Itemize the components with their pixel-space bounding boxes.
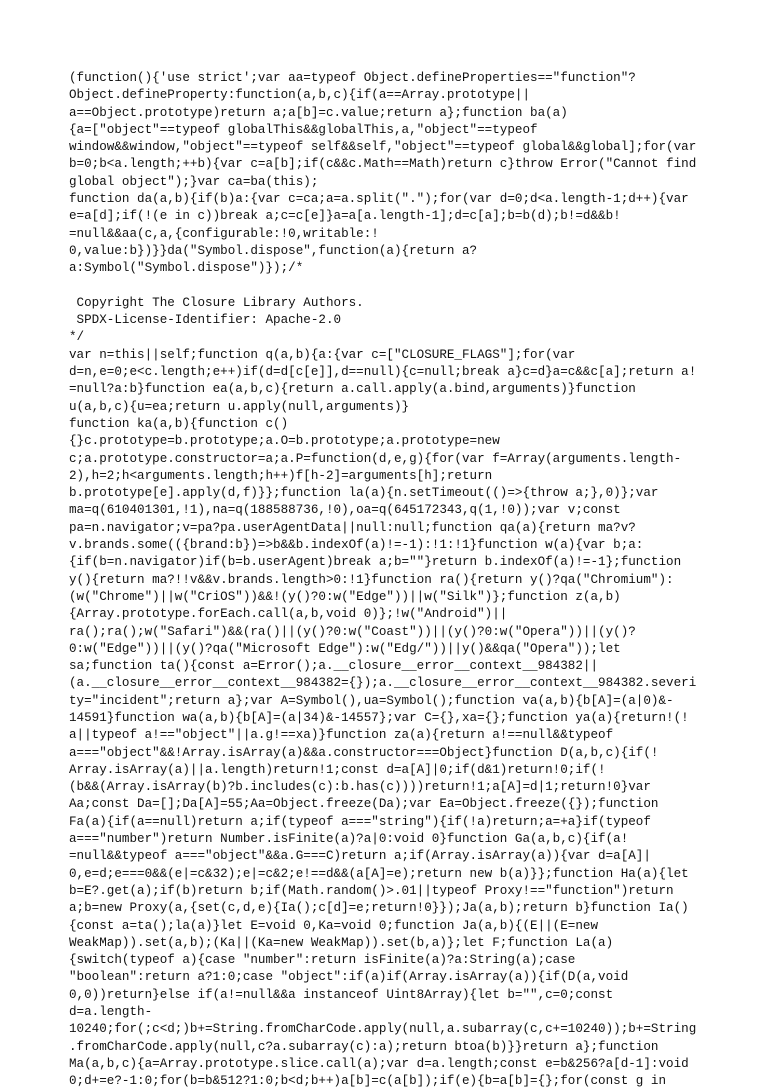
code-line: ma=q(610401301,!1),na=q(188588736,!0),oa=q(645172343,q(1,!0));var v;const [69,503,621,518]
code-line: global object");}var ca=ba(this); [69,174,319,189]
code-line: (function(){'use strict';var aa=typeof Object.defineProperties=="function"? [69,71,636,85]
code-line: a;b=new Proxy(a,{set(c,d,e){Ia();c[d]=e;return!0}});Ja(a,b);return b}function Ia() [69,901,689,916]
code-line: 0,value:b})}}da("Symbol.dispose",function(a){return a? [69,243,478,258]
code-line: function da(a,b){if(b)a:{var c=ca;a=a.split(".");for(var d=0;d<a.length-1;d++){var [69,192,689,207]
code-line: Array.isArray(a)||a.length)return!1;const d=a[A]|0;if(d&1)return!0;if(! [69,762,606,777]
code-line: e=a[d];if(!(e in c))break a;c=c[e]}a=a[a.length-1];d=c[a];b=b(d);b!=d&&b! [69,209,621,224]
code-line: SPDX-License-Identifier: Apache-2.0 [69,313,342,328]
code-line: {}c.prototype=b.prototype;a.O=b.prototype;a.prototype=new [69,434,500,449]
code-line: Aa;const Da=[];Da[A]=55;Aa=Object.freeze(Da);var Ea=Object.freeze({});function [69,797,659,812]
code-line: a==="number")return Number.isFinite(a)?a|0:void 0}function Ga(a,b,c){if(a! [69,832,629,847]
code-line: Object.defineProperty:function(a,b,c){if(a==Array.prototype|| [69,88,531,103]
code-line: {Array.prototype.forEach.call(a,b,void 0)};!w("Android")|| [69,607,508,622]
code-line: d=n,e=0;e<c.length;e++)if(d=d[c[e]],d==null){c=null;break a}c=d}a=c&&c[a];return a! [69,365,697,380]
code-line: 10240;for(;c<d;)b+=String.fromCharCode.apply(null,a.subarray(c,c+=10240));b+=String [69,1022,697,1037]
code-line: var n=this||self;function q(a,b){a:{var c=["CLOSURE_FLAGS"];for(var [69,347,576,362]
code-line: v.brands.some(({brand:b})=>b&&b.indexOf(a)!=-1):!1:!1}function w(a){var b;a: [69,538,644,553]
code-line: b=0;b<a.length;++b){var c=a[b];if(c&&c.Math==Math)return c}throw Error("Cannot find [69,157,697,172]
code-line: u(a,b,c){u=ea;return u.apply(null,arguments)} [69,399,410,414]
code-line: "boolean":return a?1:0;case "object":if(a)if(Array.isArray(a)){if(D(a,void [69,970,629,985]
code-line: d=a.length- [69,1005,153,1020]
code-line: {const a=ta();la(a)}let E=void 0,Ka=void 0;function Ja(a,b){(E||(E=new [69,918,599,933]
code-line: sa;function ta(){const a=Error();a.__closure__error__context__984382|| [69,659,599,674]
code-line: a:Symbol("Symbol.dispose")});/* [69,261,304,276]
code-line: 0:w("Edge"))||(y()?qa("Microsoft Edge"):w("Edg/"))||y()&&qa("Opera"));let [69,641,621,656]
code-line: y(){return ma?!!v&&v.brands.length>0:!1}function ra(){return y()?qa("Chromium"): [69,572,674,587]
code-line: */ [69,330,85,345]
code-line: ty="incident";return a};var A=Symbol(),ua=Symbol();function va(a,b){b[A]=(a|0)&- [69,693,674,708]
code-line: b=E?.get(a);if(b)return b;if(Math.random()>.01||typeof Proxy!=="function")return [69,883,674,898]
code-line: {a=["object"==typeof globalThis&&globalThis,a,"object"==typeof [69,122,538,137]
code-line: Fa(a){if(a==null)return a;if(typeof a==="string"){if(!a)return;a=+a}if(typeof [69,814,651,829]
code-line: =null&&aa(c,a,{configurable:!0,writable:! [69,226,379,241]
code-line: (a.__closure__error__context__984382={});a.__closure__error__context__984382.severi [69,676,697,691]
code-line: Copyright The Closure Library Authors. [69,295,364,310]
code-line: a==Object.prototype)return a;a[b]=c.value;return a};function ba(a) [69,105,568,120]
code-line: {if(b=n.navigator)if(b=b.userAgent)break a;b=""}return b.indexOf(a)!=-1};function [69,555,682,570]
code-line: 0,0))return}else if(a!=null&&a instanceof Uint8Array){let b="",c=0;const [69,987,614,1002]
code-line: =null?a:b}function ea(a,b,c){return a.call.apply(a.bind,arguments)}function [69,382,636,397]
source-code-text [69,70,759,1091]
code-line: =null&&typeof a==="object"&&a.G===C)return a;if(Array.isArray(a)){var d=a[A]| [69,849,651,864]
code-line: (w("Chrome")||w("CriOS"))&&!(y()?0:w("Edge"))||w("Silk")};function z(a,b) [69,589,621,604]
code-line: function ka(a,b){function c() [69,416,289,431]
code-line: a==="object"&&!Array.isArray(a)&&a.constructor===Object}function D(a,b,c){if(! [69,745,659,760]
code-line: pa=n.navigator;v=pa?pa.userAgentData||null:null;function qa(a){return ma?v? [69,520,636,535]
code-line: c;a.prototype.constructor=a;a.P=function(d,e,g){for(var f=Array(arguments.length- [69,451,682,466]
code-line: b.prototype[e].apply(d,f)}};function la(a){n.setTimeout(()=>{throw a;},0)};var [69,486,659,501]
code-line: WeakMap)).set(a,b);(Ka||(Ka=new WeakMap)).set(b,a)};let F;function La(a) [69,935,614,950]
code-line: {switch(typeof a){case "number":return isFinite(a)?a:String(a);case [69,953,576,968]
code-line: Ma(a,b,c){a=Array.prototype.slice.call(a);var d=a.length;const e=b&256?a[d-1]:void [69,1056,689,1071]
code-line [69,278,759,295]
code-line: window&&window,"object"==typeof self&&self,"object"==typeof global&&global];for(var [69,140,697,155]
code-line: .fromCharCode.apply(null,c?a.subarray(c):a);return btoa(b)}}return a};function [69,1039,659,1054]
code-line: 0,e=d;e===0&&(e|=c&32);e|=c&2;e!==d&&(a[A]=e);return new b(a)}};function Ha(a){let [69,866,689,881]
code-line: (b&&(Array.isArray(b)?b.includes(c):b.has(c))))return!1;a[A]=d|1;return!0}var [69,780,651,795]
code-line: a||typeof a!=="object"||a.g!==xa)}function za(a){return a!==null&&typeof [69,728,614,743]
code-line: 2),h=2;h<arguments.length;h++)f[h-2]=arguments[h];return [69,468,493,483]
code-line: 0;d+=e?-1:0;for(b=b&512?1:0;b<d;b++)a[b]=c(a[b]);if(e){b=a[b]={};for(const g in [69,1074,667,1089]
code-line: ra();ra();w("Safari")&&(ra()||(y()?0:w("Coast"))||(y()?0:w("Opera"))||(y()? [69,624,636,639]
code-line: 14591}function wa(a,b){b[A]=(a|34)&-14557};var C={},xa={};function ya(a){return!(! [69,710,689,725]
